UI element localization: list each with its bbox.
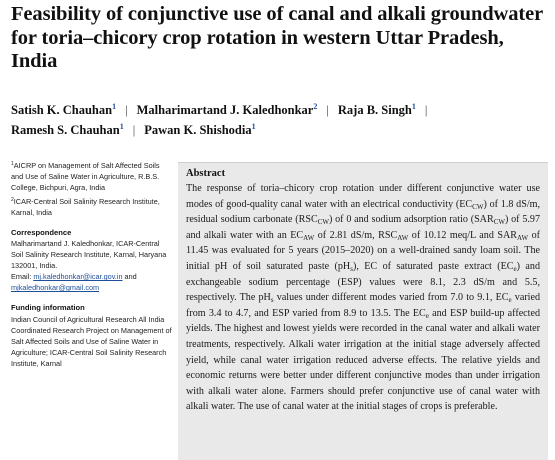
abstract-segment: ) of 0 and sodium adsorption ratio (SAR <box>328 214 494 226</box>
email-link[interactable]: mjkaledhonkar@gmail.com <box>11 283 100 293</box>
affiliation-marker[interactable]: 1 <box>251 121 256 131</box>
abstract-segment: The response of toria–chicory crop rotation under different conjunctive water use modes of good-quality canal water with an electrical conductivity (EC <box>186 183 540 210</box>
affiliation-item <box>11 161 173 194</box>
affiliation-marker[interactable]: 1 <box>119 121 124 131</box>
author-separator: | <box>424 103 428 117</box>
author-name[interactable]: Malharimartand J. Kaledhonkar <box>136 103 314 117</box>
abstract-subscript: e <box>513 264 517 273</box>
affiliation-marker[interactable]: 2 <box>313 102 318 111</box>
abstract-subscript: CW <box>493 218 505 227</box>
author-list <box>11 101 546 140</box>
funding-heading: Funding information <box>11 302 85 312</box>
abstract-segment: of 11.45 was evaluated for 5 years (2015–2020) on a well-drained sandy loam soil. The initial pH of soil saturated paste (pH <box>186 229 540 272</box>
article-info-column <box>11 161 173 378</box>
affiliation-marker[interactable]: 1 <box>112 102 117 111</box>
abstract-segment: varied from 3.4 to 4.7, and ESP varied from 8.9 to 13.5. The EC <box>186 292 540 319</box>
author-separator: | <box>125 103 128 117</box>
abstract-subscript: e <box>425 311 429 320</box>
abstract-heading: Abstract <box>186 168 226 179</box>
abstract-subscript: s <box>350 264 353 273</box>
abstract-segment: ), EC of saturated paste extract (EC <box>352 260 514 272</box>
abstract-segment: ) of 1.8 dS/m, residual sodium carbonate (RSC <box>186 198 540 226</box>
funding-text: Indian Council of Agricultural Research All India Coordinated Research Project on Management of Salt Affected Soils and Use of Saline Water in Agriculture; ICAR-Central Soil Salinity Research Institute, Karnal <box>11 314 172 368</box>
abstract-segment: ) of 5.97 and alkali water with an EC <box>186 214 540 241</box>
abstract-subscript: AW <box>303 233 315 242</box>
email-label: Email: <box>11 272 32 282</box>
author-name[interactable]: Pawan K. Shishodia <box>144 122 252 137</box>
abstract-segment: values under different modes varied from 7.0 to 9.1, EC <box>273 292 509 304</box>
abstract-subscript: e <box>508 296 512 305</box>
correspondence <box>11 228 173 294</box>
abstract-text <box>178 181 548 415</box>
affiliations <box>11 161 173 219</box>
affiliation-marker[interactable]: 1 <box>411 102 416 111</box>
affiliation-number: 2 <box>11 196 14 203</box>
email-link[interactable]: mj.kaledhonkar@icar.gov.in <box>33 272 123 282</box>
author-name[interactable]: Ramesh S. Chauhan <box>11 122 120 137</box>
abstract-subscript: CW <box>317 218 329 227</box>
abstract-segment: of 10.12 meq/L and SAR <box>408 229 517 241</box>
author-name[interactable]: Raja B. Singh <box>337 103 412 117</box>
abstract-segment: ) and exchangeable sodium percentage (ESP) values were 8.1, 2.3 dS/m and 5.5, respectively. The pH <box>186 260 540 304</box>
author-separator: | <box>326 103 329 117</box>
abstract-subscript: AW <box>517 233 529 242</box>
correspondence-text: Malharimartand J. Kaledhonkar, ICAR-Central Soil Salinity Research Institute, Karnal, Haryana 132001, India. <box>11 239 167 271</box>
author-name[interactable]: Satish K. Chauhan <box>11 103 113 117</box>
abstract-segment: and ESP build-up affected yields. The highest and lowest yields were recorded in the canal water and alkali water treatments, respectively. Alkali water irrigation at the initial stage adversely affected yield, while canal water irrigation reduced adverse effects. The relative yields and economic returns were better under different conjunctive modes than under irrigation with alkali water alone. Farmers should prefer conjunctive use of canal water with alkali water. The use of canal water at the initial stages of crops is preferable. <box>186 307 540 413</box>
funding-information <box>11 303 173 369</box>
abstract-subscript: s <box>270 296 274 305</box>
affiliation-number: 1 <box>11 161 14 167</box>
author-separator: | <box>132 122 136 137</box>
abstract-subscript: CW <box>472 202 484 211</box>
correspondence-email <box>11 272 173 294</box>
article-title: Feasibility of conjunctive use of canal and alkali groundwater for toria–chicory crop rotation in western Uttar Pradesh, India <box>11 3 543 72</box>
affiliation-item <box>11 197 173 219</box>
correspondence-heading: Correspondence <box>11 227 72 237</box>
abstract-box <box>178 162 548 460</box>
abstract-segment: of 2.81 dS/m, RSC <box>314 229 398 241</box>
affiliation-text: ICAR-Central Soil Salinity Research Institute, Karnal, India <box>11 196 160 217</box>
email-and: and <box>124 272 137 282</box>
affiliation-text: AICRP on Management of Salt Affected Soils and Use of Saline Water in Agriculture, R.B.S. College, Bichpuri, Agra, India <box>11 161 160 192</box>
abstract-subscript: AW <box>397 233 409 242</box>
